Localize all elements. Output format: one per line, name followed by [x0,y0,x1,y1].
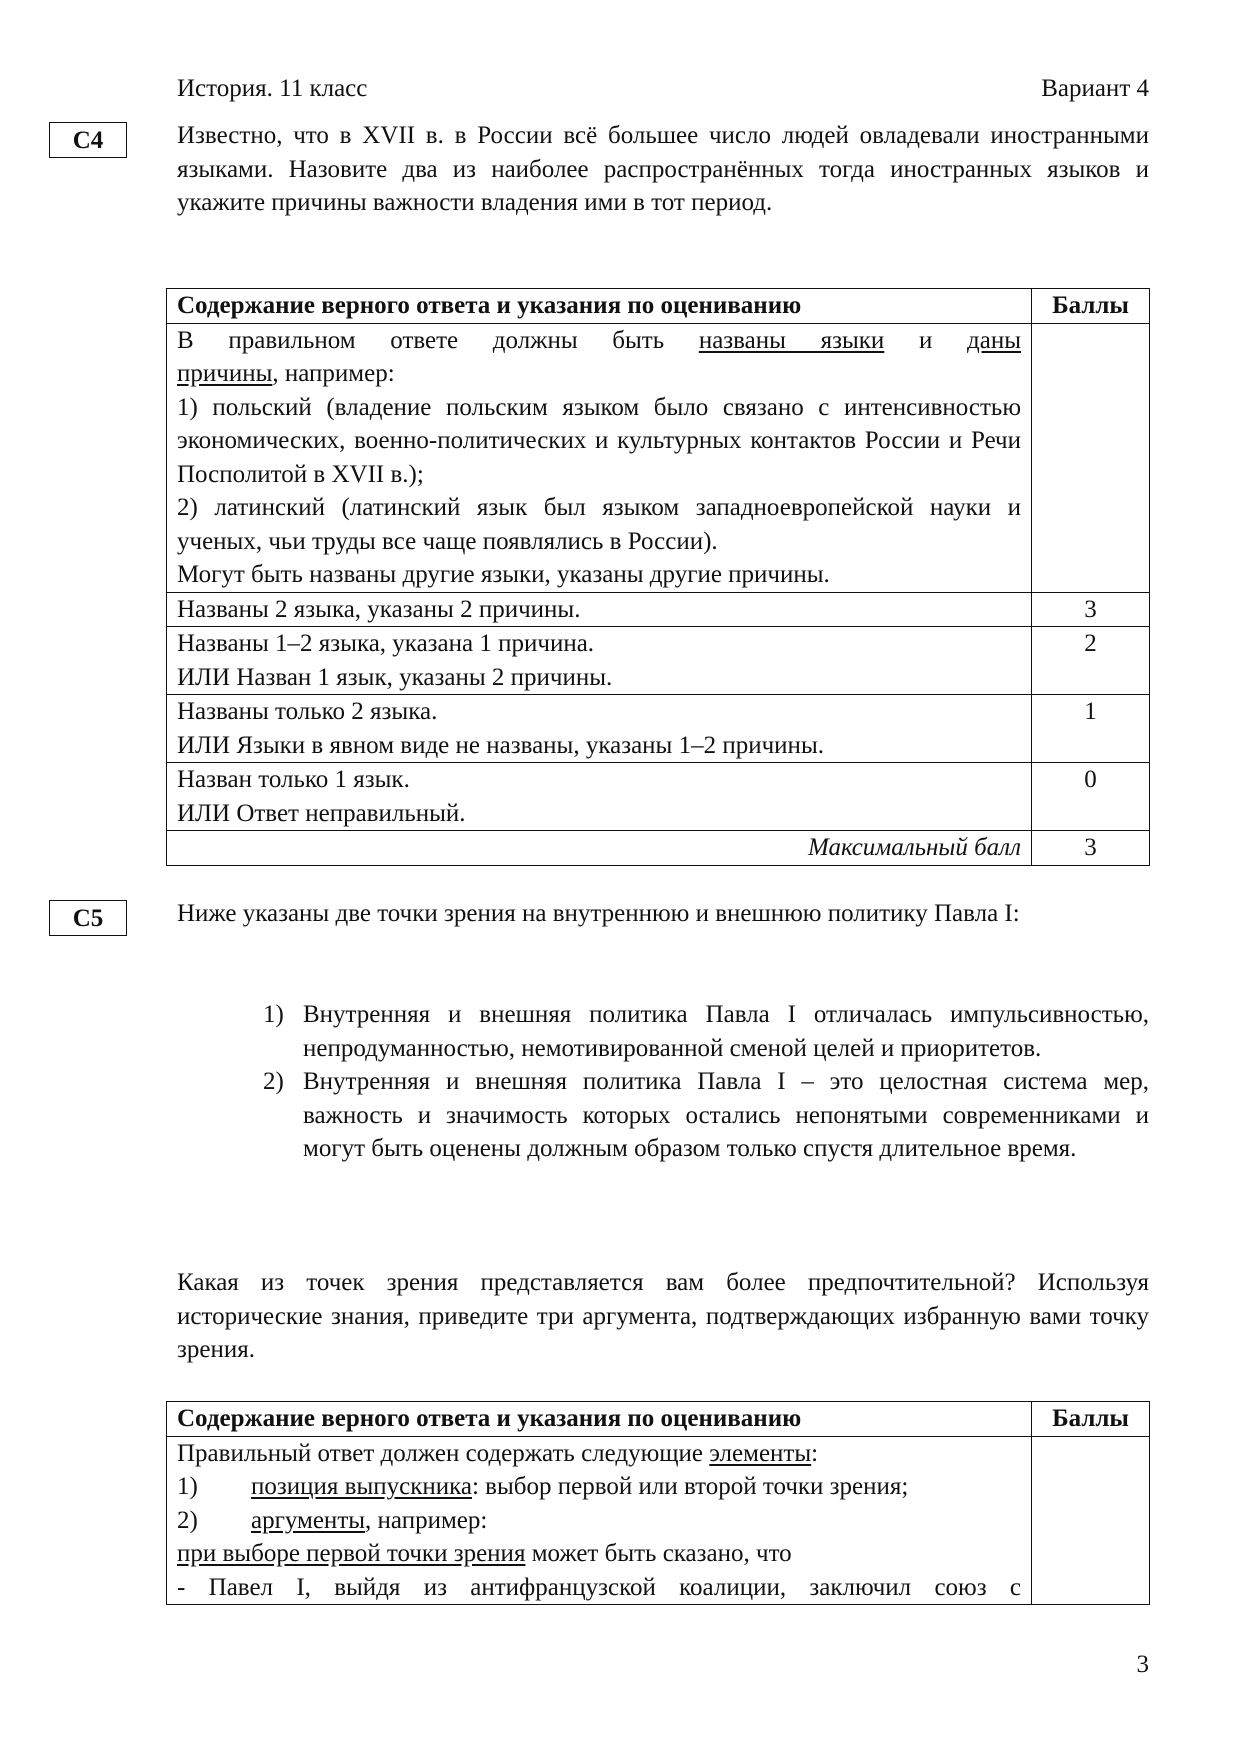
intro-underlined-languages: названы языки [698,326,885,354]
criterion-line-alt: ИЛИ Ответ неправильный. [177,799,466,827]
c4-question: Известно, что в XVII в. в России всё большее число людей овладевали иностранными языками. Назовите два из наиболее распространённых тогда иностранных языков и укажите причины важности владения ими в тот период. [177,122,1149,216]
max-score-value: 3 [1032,831,1150,866]
page-number: 3 [1136,1651,1149,1678]
argument-line: - Павел I, выйдя из антифранцузской коалиции, заключил союз с [177,1573,1021,1601]
intro-underlined-given: даны [967,326,1022,354]
criterion-line: Названы только 2 языка. [177,698,438,725]
element-2-underlined: аргументы [251,1506,366,1534]
element-2-text: , например: [365,1506,488,1534]
answer-item-2: 2) латинский (латинский язык был языком западноевропейской науки и ученых, чьи труды все чаще появлялись в России). [177,494,1021,555]
elements-colon: : [811,1439,819,1467]
list-item [263,998,1149,1065]
variant-header: Вариант 4 [1041,75,1149,102]
criterion-line-alt: ИЛИ Языки в явном виде не названы, указаны 1–2 причины. [177,731,824,759]
first-view-text: может быть сказано, что [525,1540,792,1567]
task-badge-c5: С5 [49,900,127,936]
criterion-points: 1 [1032,695,1150,763]
table-header-row [167,289,1150,324]
answer-points-empty [1032,323,1150,592]
list-item [263,1065,1149,1166]
task-badge-c4: С4 [49,122,127,158]
elements-underlined: элементы [709,1439,812,1467]
answer-description [167,323,1032,592]
table-row-answer [167,1436,1150,1605]
answer-points-empty [1032,1436,1150,1605]
table-row [167,627,1150,695]
intro-text: В правильном ответе должны быть [177,326,665,354]
c4-rubric-table [166,288,1150,866]
viewpoint-number: 2) [263,1068,284,1095]
c5-intro: Ниже указаны две точки зрения на внутреннюю и внешнюю политику Павла I: [177,900,1020,927]
element-1-underlined: позиция выпускника [251,1473,472,1500]
element-1-text: : выбор первой или второй точки зрения; [471,1473,909,1500]
col-points-header: Баллы [1032,289,1150,324]
element-number: 2) [177,1506,198,1534]
criterion-line: Названы 1–2 языка, указана 1 причина. [177,630,595,657]
answer-note: Могут быть названы другие языки, указаны другие причины. [177,561,830,588]
c5-rubric-table [166,1401,1150,1605]
col-content-header: Содержание верного ответа и указания по оцениванию [167,289,1032,324]
criterion-line-alt: ИЛИ Назван 1 язык, указаны 2 причины. [177,663,613,691]
criterion-points: 0 [1032,763,1150,831]
criterion-line: Назван только 1 язык. [177,766,410,793]
table-row [167,592,1150,627]
intro-underlined-reasons: причины [177,360,273,387]
elements-intro: Правильный ответ должен содержать следующие [177,1439,704,1467]
viewpoint-number: 1) [263,1001,284,1028]
intro-suffix: , например: [272,360,395,387]
subject-header: История. 11 класс [177,75,368,102]
table-row [167,763,1150,831]
viewpoint-text: Внутренняя и внешняя политика Павла I отличалась импульсивностью, непродуманностью, немотивированной сменой целей и приоритетов. [303,1001,1149,1062]
max-score-label: Максимальный балл [167,831,1032,866]
element-number: 1) [177,1473,198,1500]
first-view-underlined: при выборе первой точки зрения [177,1540,526,1567]
intro-and: и [918,326,933,354]
col-content-header: Содержание верного ответа и указания по оцениванию [167,1402,1032,1437]
table-row [167,695,1150,763]
viewpoints-list [263,998,1149,1166]
criterion-points: 3 [1032,592,1150,627]
answer-description [167,1436,1032,1605]
c5-question: Какая из точек зрения представляется вам более предпочтительной? Используя исторические знания, приведите три аргумента, подтверждающих избранную вами точку зрения. [177,1269,1149,1363]
answer-item-1: 1) польский (владение польским языком было связано с интенсивностью экономических, военно-политических и культурных контактов России и Речи Посполитой в XVII в.); [177,393,1021,488]
viewpoint-text: Внутренняя и внешняя политика Павла I – это целостная система мер, важность и значимость которых остались непонятыми современниками и могут быть оценены должным образом только спустя длительное время. [303,1068,1149,1162]
col-points-header: Баллы [1032,1402,1150,1437]
criterion-points: 2 [1032,627,1150,695]
table-header-row [167,1402,1150,1437]
table-row-answer [167,323,1150,592]
table-row-max [167,831,1150,866]
criterion-line: Названы 2 языка, указаны 2 причины. [177,595,581,623]
